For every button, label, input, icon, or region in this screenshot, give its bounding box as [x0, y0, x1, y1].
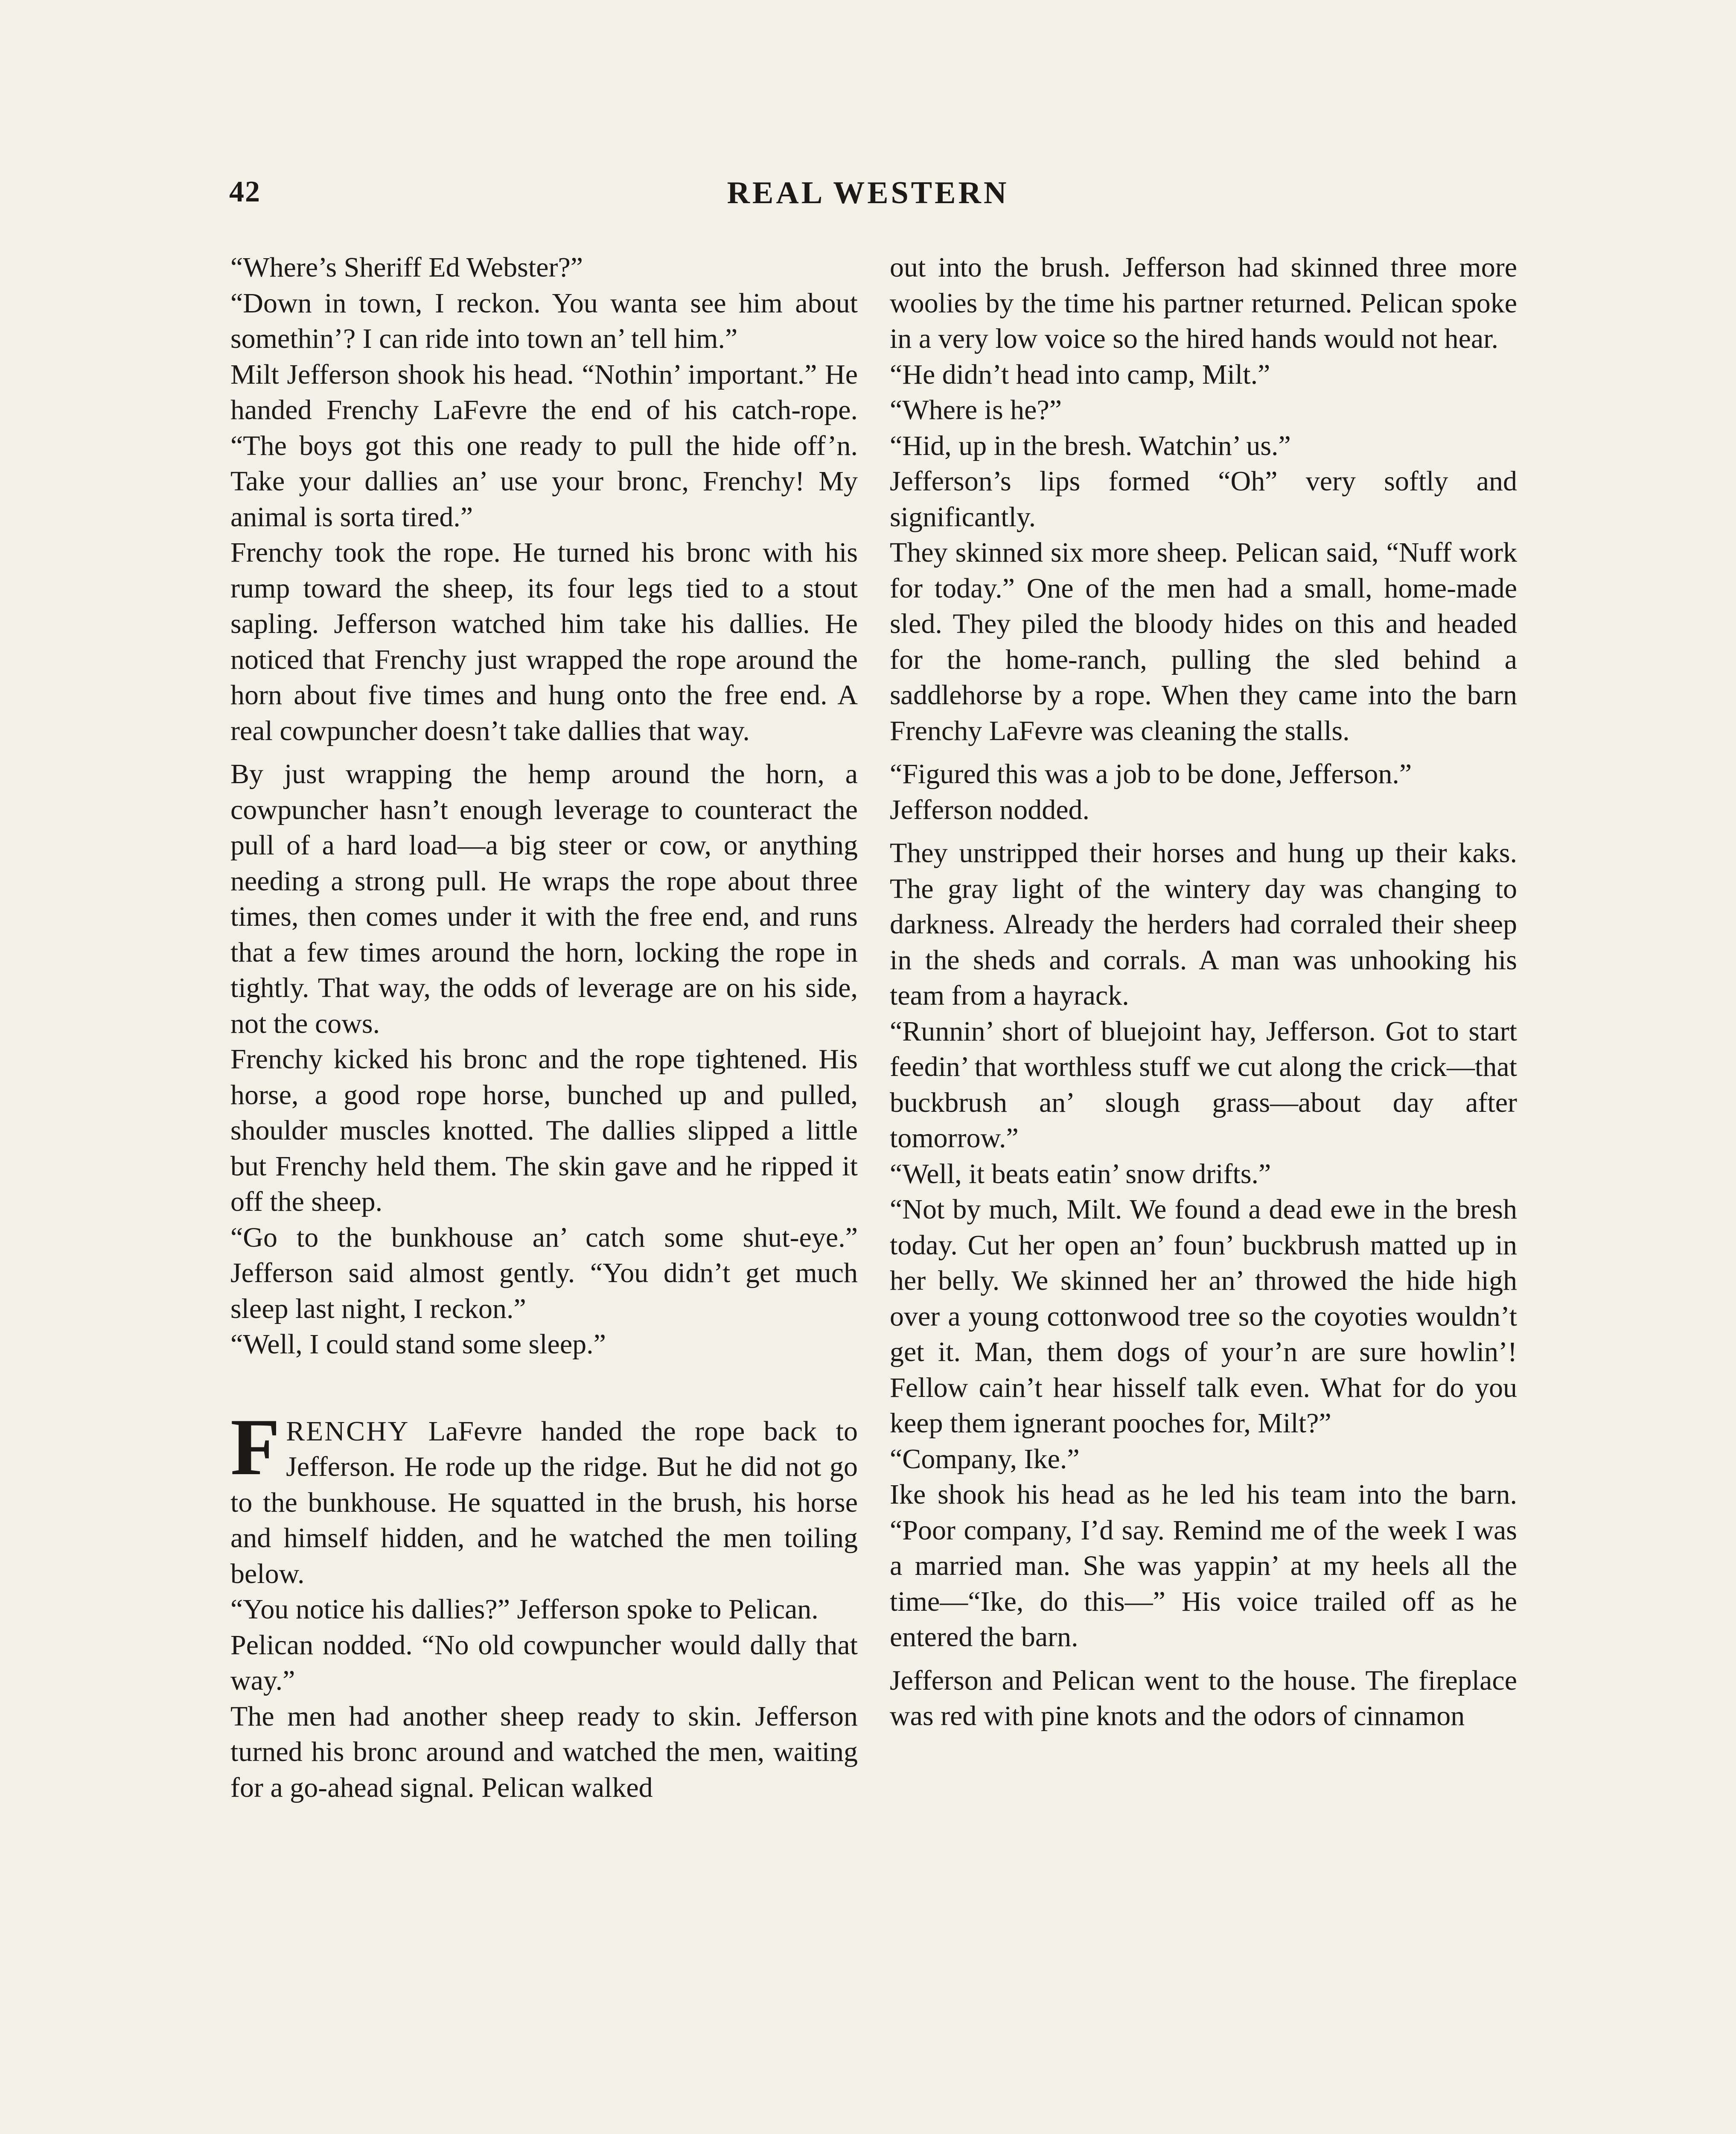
paragraph: Pelican nodded. “No old cowpuncher would dally that way.” — [230, 1629, 858, 1696]
paragraph: “Hid, up in the bresh. Watchin’ us.” — [890, 430, 1291, 461]
paragraph: “Figured this was a job to be done, Jefferson.” — [890, 758, 1412, 790]
section-opening-paragraph — [230, 1402, 858, 1592]
paragraph: By just wrapping the hemp around the horn, a cowpuncher hasn’t enough leverage to counteract the pull of a hard load—a big steer or cow, or anything needing a strong pull. He wraps the rope about three times, then comes under it with the free end, and runs that a few times around the horn, locking the rope in tightly. That way, the odds of leverage are on his side, not the cows. — [230, 758, 858, 1039]
paragraph: Frenchy kicked his bronc and the rope tightened. His horse, a good rope horse, bunched up and pulled, shoulder muscles knotted. The dallies slipped a little but Frenchy held them. The skin gave and he ripped it off the sheep. — [230, 1044, 858, 1217]
paragraph: “He didn’t head into camp, Milt.” — [890, 359, 1270, 390]
page-number: 42 — [229, 175, 261, 208]
paragraph: “Where is he?” — [890, 394, 1062, 426]
small-caps-word: RENCHY — [286, 1415, 410, 1447]
right-column — [890, 250, 1517, 1734]
paragraph-text: LaFevre handed the rope back to Jefferson. He rode up the ridge. But he did not go to the bunkhouse. He squatted in the brush, his horse and himself hidden, and he watched the men toiling below. — [230, 1415, 858, 1589]
left-column — [230, 250, 858, 1805]
paragraph: Jefferson’s lips formed “Oh” very softly and significantly. — [890, 466, 1517, 533]
paragraph: “Where’s Sheriff Ed Webster?” — [230, 252, 583, 283]
paragraph: “Down in town, I reckon. You wanta see him about somethin’? I can ride into town an’ tell him.” — [230, 287, 858, 354]
paragraph: “Go to the bunkhouse an’ catch some shut-eye.” Jefferson said almost gently. “You didn’t get much sleep last night, I reckon.” — [230, 1222, 858, 1324]
paragraph: “Well, I could stand some sleep.” — [230, 1329, 606, 1360]
paragraph: out into the brush. Jefferson had skinned three more woolies by the time his partner returned. Pelican spoke in a very low voice so the hired hands would not hear. — [890, 252, 1517, 354]
paragraph: “Runnin’ short of bluejoint hay, Jefferson. Got to start feedin’ that worthless stuff we cut along the crick—that buckbrush an’ slough grass—about day after tomorrow.” — [890, 1015, 1517, 1154]
paragraph: Jefferson and Pelican went to the house. The fireplace was red with pine knots and the odors of cinnamon — [890, 1665, 1517, 1732]
paragraph: “Company, Ike.” — [890, 1443, 1080, 1475]
paragraph: Milt Jefferson shook his head. “Nothin’ important.” He handed Frenchy LaFevre the end of his catch-rope. “The boys got this one ready to pull the hide off’n. Take your dallies an’ use your bronc, Frenchy! My animal is sorta tired.” — [230, 359, 858, 533]
paragraph: “Not by much, Milt. We found a dead ewe in the bresh today. Cut her open an’ foun’ buckbrush matted up in her belly. We skinned her an’ throwed the hide high over a young cottonwood tree so the coyoties wouldn’t get it. Man, them dogs of your’n are sure howlin’! Fellow cain’t hear hisself talk even. What for do you keep them ignerant pooches for, Milt?” — [890, 1194, 1517, 1439]
drop-cap: F — [230, 1402, 280, 1492]
paragraph: They unstripped their horses and hung up their kaks. The gray light of the wintery day was changing to darkness. Already the herders had corraled their sheep in the sheds and corrals. A man was unhooking his team from a hayrack. — [890, 837, 1517, 1011]
paragraph: Frenchy took the rope. He turned his bronc with his rump toward the sheep, its four legs tied to a stout sapling. Jefferson watched him take his dallies. He noticed that Frenchy just wrapped the rope around the horn about five times and hung onto the free end. A real cowpuncher doesn’t take dallies that way. — [230, 537, 858, 746]
paragraph: “You notice his dallies?” Jefferson spoke to Pelican. — [230, 1594, 818, 1625]
paragraph: Ike shook his head as he led his team into the barn. “Poor company, I’d say. Remind me of the week I was a married man. She was yappin’ at my heels all the time—“Ike, do this—” His voice trailed off as he entered the barn. — [890, 1479, 1517, 1653]
section-break — [230, 1362, 858, 1414]
paragraph: “Well, it beats eatin’ snow drifts.” — [890, 1158, 1271, 1189]
paragraph: They skinned six more sheep. Pelican said, “Nuff work for today.” One of the men had a small, home-made sled. They piled the bloody hides on this and headed for the home-ranch, pulling the sled behind a saddlehorse by a rope. When they came into the barn Frenchy LaFevre was cleaning the stalls. — [890, 537, 1517, 746]
paragraph: The men had another sheep ready to skin. Jefferson turned his bronc around and watched the men, waiting for a go-ahead signal. Pelican walked — [230, 1700, 858, 1803]
paragraph: Jefferson nodded. — [890, 794, 1089, 825]
running-head: REAL WESTERN — [727, 175, 1009, 210]
